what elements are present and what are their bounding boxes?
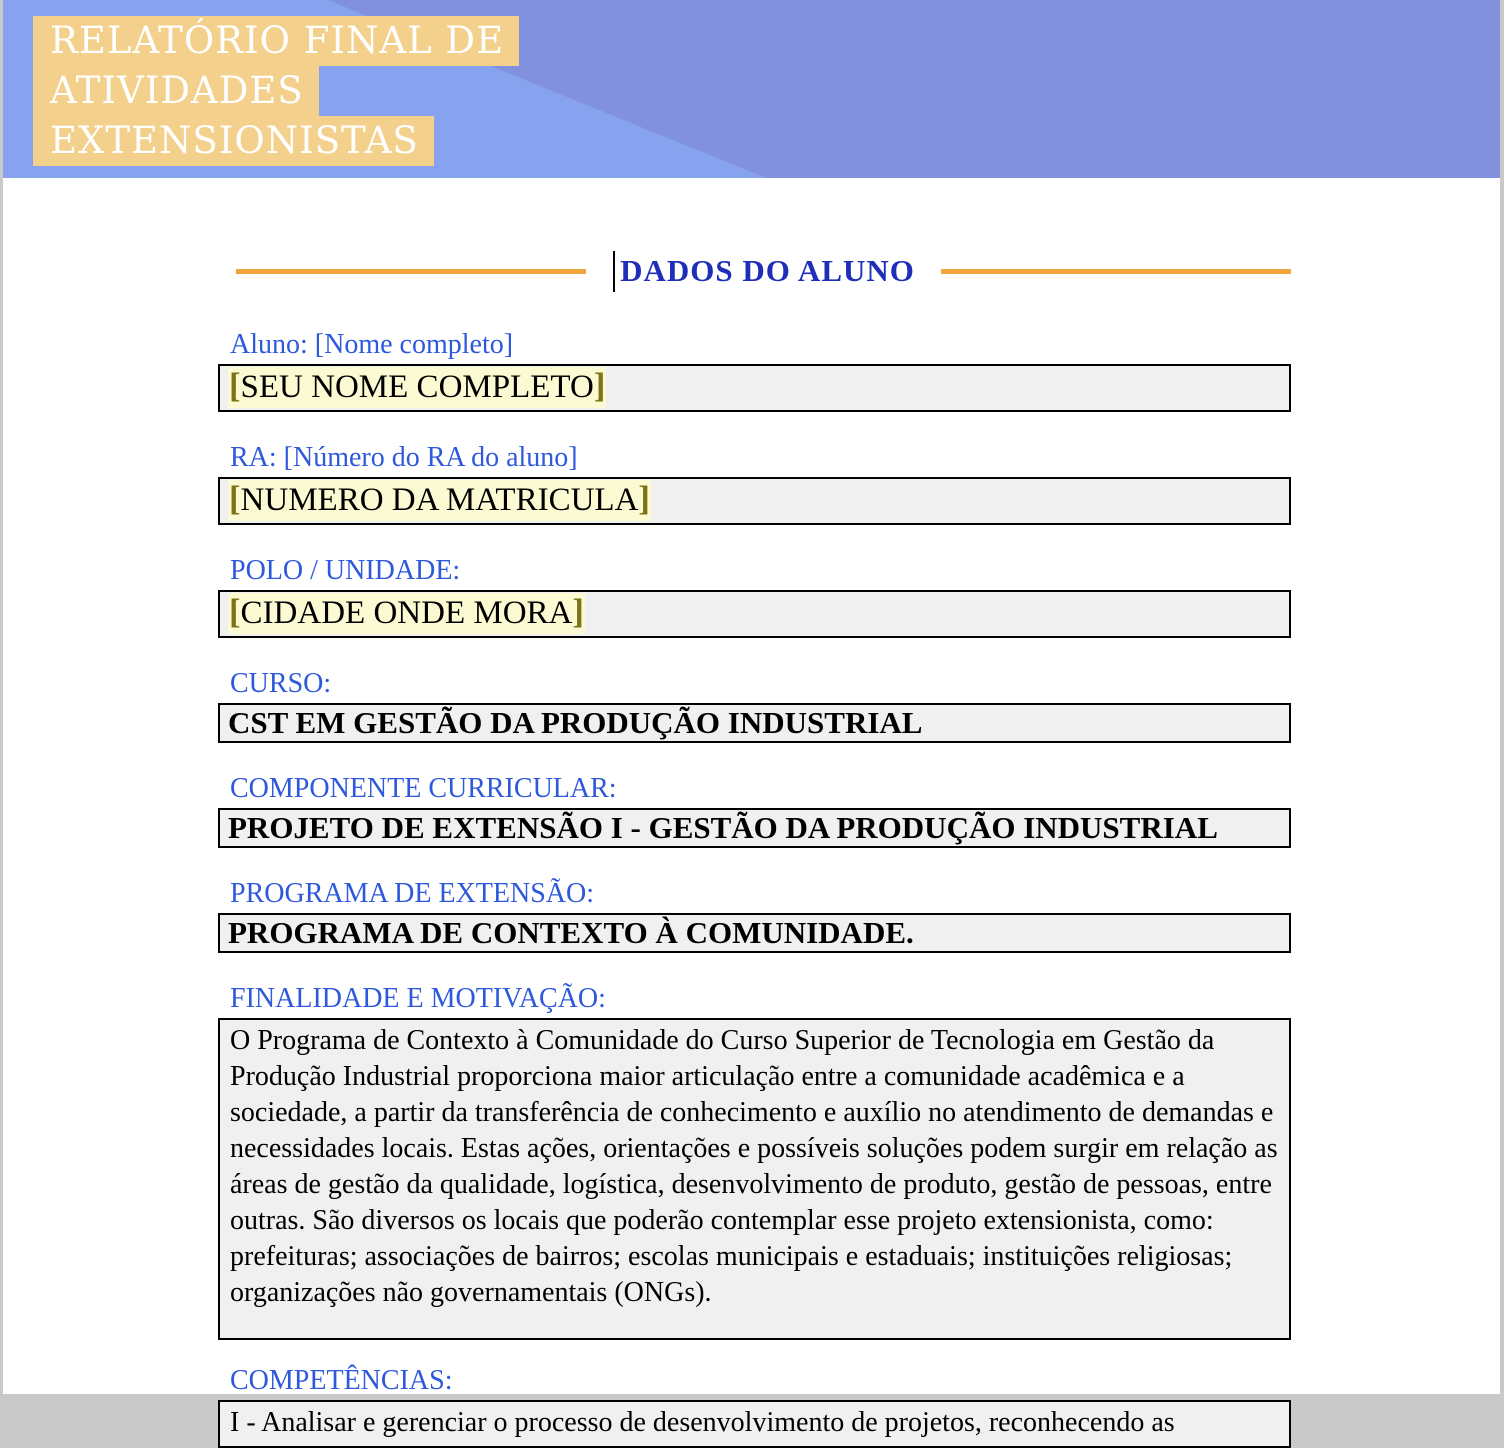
field-aluno-value: SEU NOME COMPLETO [240,369,594,405]
field-finalidade-label: FINALIDADE E MOTIVAÇÃO: [230,983,606,1014]
field-curso [218,668,1291,743]
field-ra-value: NUMERO DA MATRICULA [240,482,639,518]
field-ra-input[interactable] [218,477,1291,525]
text-cursor [613,251,615,292]
banner-title-line-2: ATIVIDADES [33,66,319,116]
highlighted-form-value [228,367,606,408]
field-programa-value: PROGRAMA DE CONTEXTO À COMUNIDADE. [228,915,914,950]
field-componente-value: PROJETO DE EXTENSÃO I - GESTÃO DA PRODUÇÃO INDUSTRIAL [228,810,1218,845]
document-body [3,178,1500,1448]
banner-title-line-1: RELATÓRIO FINAL DE [33,16,519,66]
field-programa-input[interactable] [218,913,1291,953]
field-competencias-label: COMPETÊNCIAS: [230,1365,453,1396]
field-programa-label: PROGRAMA DE EXTENSÃO: [230,878,595,909]
field-polo-value: CIDADE ONDE MORA [240,595,573,631]
field-componente-label: COMPONENTE CURRICULAR: [230,773,617,804]
field-finalidade [218,983,1291,1340]
field-componente-input[interactable] [218,808,1291,848]
field-curso-label: CURSO: [230,668,332,699]
field-polo-input[interactable] [218,590,1291,638]
banner-title [33,16,519,166]
field-ra-label: RA: [Número do RA do aluno] [230,442,578,473]
field-componente [218,773,1291,848]
highlighted-form-value [228,593,585,634]
field-curso-value: CST EM GESTÃO DA PRODUÇÃO INDUSTRIAL [228,705,923,740]
section-heading [218,250,1291,292]
field-competencias-input[interactable] [218,1400,1291,1448]
heading-rule-left [236,269,586,274]
document-page [3,0,1500,1438]
form-field-bracket-open-icon: [ [229,593,241,631]
form-field-bracket-close-icon: ] [593,367,606,405]
report-banner [3,0,1500,178]
field-finalidade-input[interactable] [218,1018,1291,1340]
field-aluno [218,329,1291,412]
field-competencias-value: I - Analisar e gerenciar o processo de desenvolvimento de projetos, reconhecendo as [230,1407,1175,1438]
field-programa [218,878,1291,953]
form-field-bracket-close-icon: ] [638,480,650,518]
field-polo-label: POLO / UNIDADE: [230,555,461,586]
field-finalidade-value: O Programa de Contexto à Comunidade do Curso Superior de Tecnologia em Gestão da Produção Industrial proporciona maior articulação entre a comunidade acadêmica e a sociedade, a partir da transferência de conhecimento e auxílio no atendimento de demandas e necessidades locais. Estas ações, orientações e possíveis soluções podem surgir em relação as áreas de gestão da qualidade, logística, desenvolvimento de produto, gestão de pessoas, entre outras. São diversos os locais que poderão contemplar esse projeto extensionista, como: prefeituras; associações de bairros; escolas municipais e estaduais; instituições religiosas; organizações não governamentais (ONGs). [230,1025,1278,1308]
field-aluno-label: Aluno: [Nome completo] [230,329,514,360]
form-field-bracket-open-icon: [ [229,367,241,405]
field-competencias [218,1365,1291,1448]
field-aluno-input[interactable] [218,364,1291,412]
field-ra [218,442,1291,525]
section-title: DADOS DO ALUNO [620,253,915,288]
highlighted-form-value [228,480,651,521]
heading-rule-right [941,269,1291,274]
form-field-bracket-close-icon: ] [572,593,584,631]
form-field-bracket-open-icon: [ [229,480,241,518]
field-curso-input[interactable] [218,703,1291,743]
banner-title-line-3: EXTENSIONISTAS [33,116,434,166]
field-polo [218,555,1291,638]
